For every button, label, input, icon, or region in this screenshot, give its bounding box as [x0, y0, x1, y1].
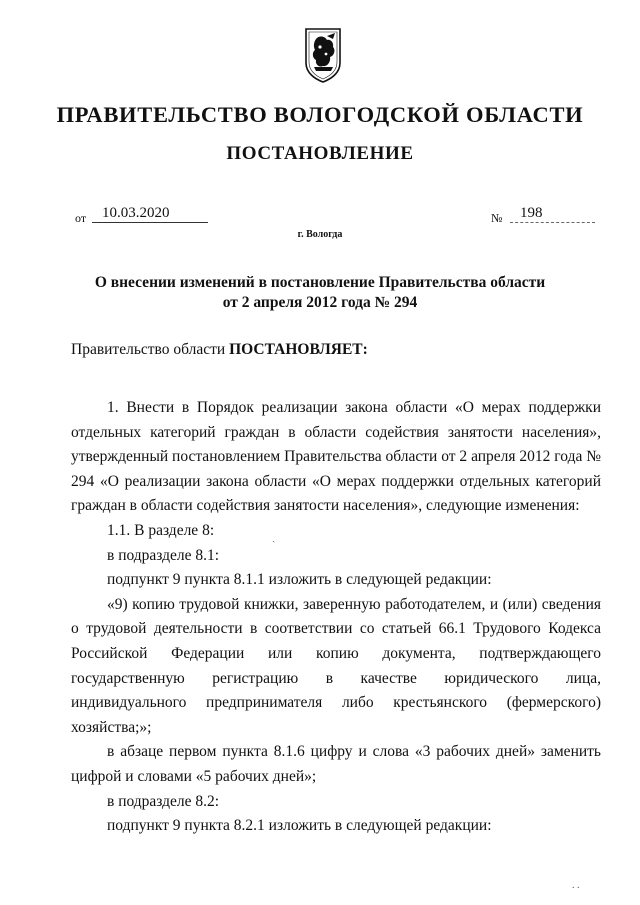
city: г. Вологда [297, 229, 343, 240]
paragraph-5: «9) копию трудовой книжки, заверенную работодателем, и (или) сведения о трудовой деятельности в соответствии со статьей 66.1 Трудового Кодекса Российской Федерации или копию документа, подтверждающего государственную регистрацию в качестве юридического лица, индивидуального предпринимателя либо крестьянского (фермерского) хозяйства;»; [71, 595, 601, 736]
paragraph-3: в подразделе 8.1: [107, 546, 220, 564]
preamble-prefix: Правительство области [71, 341, 230, 358]
preamble [71, 341, 368, 359]
document-number: 198 [510, 204, 595, 223]
organization-title: ПРАВИТЕЛЬСТВО ВОЛОГОДСКОЙ ОБЛАСТИ [56, 102, 584, 127]
coat-of-arms-icon [303, 27, 343, 83]
number-label: № [491, 211, 503, 225]
paragraph-2: 1.1. В разделе 8: [107, 521, 215, 539]
paragraph-4: подпункт 9 пункта 8.1.1 изложить в следующей редакции: [107, 571, 492, 589]
paragraph-8: подпункт 9 пункта 8.2.1 изложить в следующей редакции: [107, 817, 492, 835]
scan-speck: . . [572, 880, 580, 891]
document-date: 10.03.2020 [92, 204, 208, 223]
paragraph-7: в подразделе 8.2: [107, 792, 220, 810]
scan-speck: ˏ [272, 532, 276, 543]
document-subject [60, 273, 580, 313]
document-body [71, 396, 601, 839]
paragraph-6: в абзаце первом пункта 8.1.6 цифру и слова «3 рабочих дней» заменить цифрой и словами «5 рабочих дней»; [71, 743, 601, 785]
subject-line-1: О внесении изменений в постановление Правительства области [94, 274, 546, 291]
preamble-action: ПОСТАНОВЛЯЕТ: [229, 341, 368, 358]
date-label: от [75, 211, 87, 225]
subject-line-2: от 2 апреля 2012 года № 294 [222, 294, 418, 311]
paragraph-1: 1. Внести в Порядок реализации закона области «О мерах поддержки отдельных категорий граждан в области содействия занятости населения», утвержденный постановлением Правительства области от 2 апреля 2012 года № 294 «О реализации закона области «О мерах поддержки отдельных категорий граждан в области содействия занятости населения», следующие изменения: [71, 399, 601, 515]
document-type: ПОСТАНОВЛЕНИЕ [226, 143, 414, 164]
